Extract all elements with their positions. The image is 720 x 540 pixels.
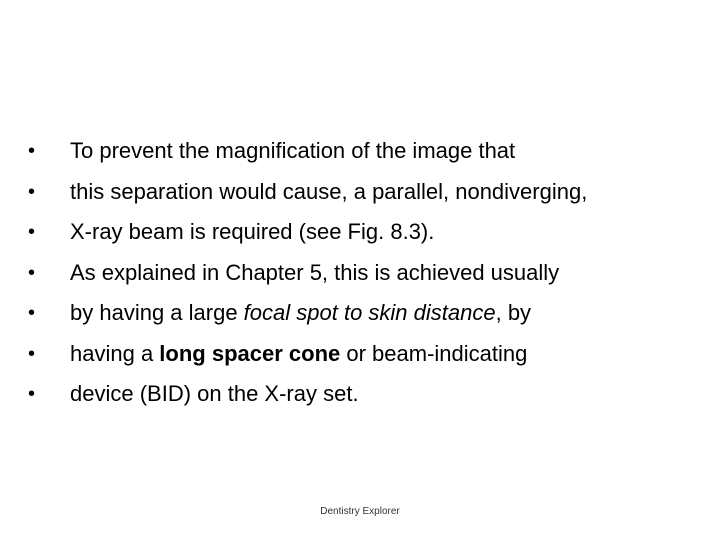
bullet-text	[70, 253, 559, 294]
bold-term: long spacer cone	[159, 340, 341, 366]
bullet-text	[70, 131, 515, 172]
bullet-icon: •	[28, 342, 36, 365]
bullet-item	[28, 293, 708, 334]
footer-text: Dentistry Explorer	[320, 506, 400, 517]
bullet-text	[70, 212, 434, 253]
text-segment: , by	[495, 300, 532, 325]
bullet-icon: •	[28, 383, 36, 405]
bullet-icon: •	[28, 180, 36, 203]
bullet-item	[28, 131, 708, 172]
bullet-text	[70, 293, 531, 334]
bullet-icon: •	[28, 261, 36, 284]
bullet-text	[70, 334, 527, 375]
text-segment: As explained in Chapter 5, this is achieved usually	[70, 259, 560, 285]
text-segment: having a	[70, 340, 160, 366]
text-segment: X-ray beam is required (see Fig. 8.3).	[70, 219, 435, 244]
bullet-item	[28, 374, 708, 415]
bullet-icon: •	[28, 221, 36, 243]
text-segment: To prevent the magnification of the image that	[70, 138, 516, 163]
bullet-item	[28, 212, 708, 253]
bullet-list	[28, 131, 708, 415]
bullet-icon: •	[28, 140, 36, 162]
bullet-item	[28, 334, 708, 375]
text-segment: by having a large	[70, 300, 244, 325]
bullet-icon: •	[28, 302, 36, 324]
bullet-item	[28, 172, 708, 213]
text-segment: this separation would cause, a parallel, nondiverging,	[70, 178, 588, 204]
bullet-text	[70, 172, 587, 213]
bullet-text	[70, 374, 359, 415]
text-segment: or beam-indicating	[340, 340, 528, 366]
italic-term: focal spot to skin distance	[243, 300, 496, 325]
bullet-item	[28, 253, 708, 294]
text-segment: device (BID) on the X-ray set.	[70, 381, 359, 406]
